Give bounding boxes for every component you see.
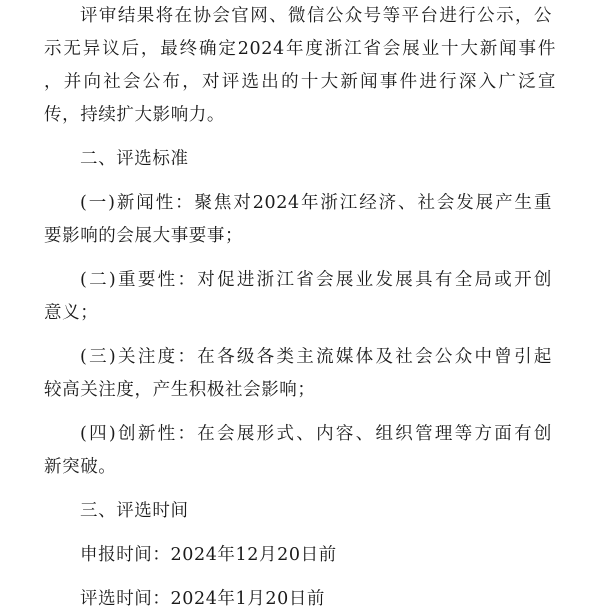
criterion-line: 意义； — [44, 303, 99, 323]
section-heading: 二、评选标准 — [80, 149, 189, 169]
timeline-item: 评选时间：2024年1月20日前 — [80, 589, 326, 609]
criterion-line: (三)关注度：在各级各类主流媒体及社会公众中曾引起 — [80, 347, 552, 367]
criterion-line: 新突破。 — [44, 457, 117, 477]
criterion-line: 要影响的会展大事要事； — [44, 226, 244, 246]
criterion-line: (二)重要性：对促进浙江省会展业发展具有全局或开创 — [80, 270, 552, 290]
paragraph-line: ，并向社会公布，对评选出的十大新闻事件进行深入广泛宣 — [44, 72, 556, 92]
criterion-line: 较高关注度，产生积极社会影响； — [44, 380, 316, 400]
paragraph-line: 传，持续扩大影响力。 — [44, 105, 225, 125]
criterion-line: (四)创新性：在会展形式、内容、组织管理等方面有创 — [80, 424, 552, 444]
paragraph-line: 评审结果将在协会官网、微信公众号等平台进行公示，公 — [80, 6, 552, 26]
paragraph-line: 示无异议后，最终确定2024年度浙江省会展业十大新闻事件 — [44, 39, 556, 59]
criterion-line: (一)新闻性：聚焦对2024年浙江经济、社会发展产生重 — [80, 193, 552, 213]
section-heading: 三、评选时间 — [80, 501, 189, 521]
timeline-item: 申报时间：2024年12月20日前 — [80, 545, 337, 565]
